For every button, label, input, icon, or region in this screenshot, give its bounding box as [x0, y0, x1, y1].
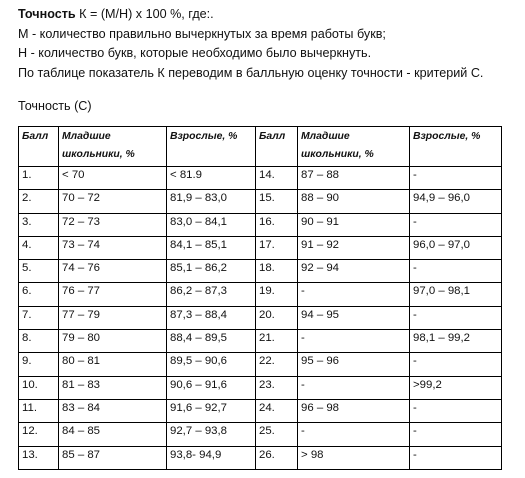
score-cell: 5.	[19, 260, 59, 283]
table-row	[19, 283, 502, 306]
table-row	[19, 260, 502, 283]
formula-term: Точность	[18, 7, 76, 21]
table-header-row	[19, 127, 502, 167]
adults-cell: 90,6 – 91,6	[167, 376, 256, 399]
children-cell: -	[298, 330, 410, 353]
children-cell: < 70	[59, 167, 167, 190]
children-cell: -	[298, 283, 410, 306]
children-cell: 73 – 74	[59, 236, 167, 259]
children-cell: 79 – 80	[59, 330, 167, 353]
adults-cell: 88,4 – 89,5	[167, 330, 256, 353]
score-cell: 19.	[256, 283, 298, 306]
adults-cell: >99,2	[410, 376, 502, 399]
children-cell: > 98	[298, 446, 410, 469]
children-cell: 72 – 73	[59, 213, 167, 236]
children-cell: 84 – 85	[59, 423, 167, 446]
children-cell: 74 – 76	[59, 260, 167, 283]
score-cell: 12.	[19, 423, 59, 446]
adults-cell: 87,3 – 88,4	[167, 306, 256, 329]
table-caption: Точность (С)	[18, 99, 92, 113]
table-row	[19, 190, 502, 213]
score-cell: 9.	[19, 353, 59, 376]
header-children: Младшие школьники, %	[298, 127, 410, 167]
children-cell: 85 – 87	[59, 446, 167, 469]
adults-cell: 98,1 – 99,2	[410, 330, 502, 353]
score-cell: 10.	[19, 376, 59, 399]
children-cell: 77 – 79	[59, 306, 167, 329]
score-cell: 21.	[256, 330, 298, 353]
accuracy-table	[18, 126, 502, 470]
score-cell: 22.	[256, 353, 298, 376]
score-cell: 13.	[19, 446, 59, 469]
table-row	[19, 330, 502, 353]
adults-cell: < 81.9	[167, 167, 256, 190]
children-cell: -	[298, 376, 410, 399]
score-cell: 8.	[19, 330, 59, 353]
children-cell: -	[298, 423, 410, 446]
adults-cell: -	[410, 260, 502, 283]
table-row	[19, 446, 502, 469]
score-cell: 2.	[19, 190, 59, 213]
definition-m: М - количество правильно вычеркнутых за время работы букв;	[18, 26, 386, 41]
adults-cell: -	[410, 423, 502, 446]
adults-cell: -	[410, 446, 502, 469]
score-cell: 7.	[19, 306, 59, 329]
adults-cell: 93,8- 94,9	[167, 446, 256, 469]
score-cell: 11.	[19, 399, 59, 422]
score-cell: 4.	[19, 236, 59, 259]
score-cell: 17.	[256, 236, 298, 259]
table-row	[19, 423, 502, 446]
table-row	[19, 306, 502, 329]
score-cell: 16.	[256, 213, 298, 236]
score-cell: 24.	[256, 399, 298, 422]
score-cell: 26.	[256, 446, 298, 469]
adults-cell: 84,1 – 85,1	[167, 236, 256, 259]
children-cell: 92 – 94	[298, 260, 410, 283]
table-row	[19, 167, 502, 190]
adults-cell: 92,7 – 93,8	[167, 423, 256, 446]
adults-cell: 83,0 – 84,1	[167, 213, 256, 236]
adults-cell: 96,0 – 97,0	[410, 236, 502, 259]
definition-n: Н - количество букв, которые необходимо было вычеркнуть.	[18, 46, 372, 61]
children-cell: 76 – 77	[59, 283, 167, 306]
adults-cell: -	[410, 353, 502, 376]
score-cell: 3.	[19, 213, 59, 236]
children-cell: 70 – 72	[59, 190, 167, 213]
score-cell: 1.	[19, 167, 59, 190]
score-cell: 15.	[256, 190, 298, 213]
adults-cell: 86,2 – 87,3	[167, 283, 256, 306]
formula-line	[18, 5, 518, 25]
children-cell: 83 – 84	[59, 399, 167, 422]
table-body	[19, 167, 502, 470]
children-cell: 94 – 95	[298, 306, 410, 329]
header-children: Младшие школьники, %	[59, 127, 167, 167]
intro-text	[18, 5, 518, 83]
children-cell: 88 – 90	[298, 190, 410, 213]
score-cell: 18.	[256, 260, 298, 283]
score-cell: 23.	[256, 376, 298, 399]
header-adults: Взрослые, %	[167, 127, 256, 167]
conversion-note: По таблице показатель К переводим в балльную оценку точности - критерий С.	[18, 65, 484, 80]
adults-cell: -	[410, 167, 502, 190]
adults-cell: 91,6 – 92,7	[167, 399, 256, 422]
children-cell: 80 – 81	[59, 353, 167, 376]
adults-cell: 94,9 – 96,0	[410, 190, 502, 213]
table-row	[19, 213, 502, 236]
header-score: Балл	[256, 127, 298, 167]
children-cell: 96 – 98	[298, 399, 410, 422]
score-cell: 20.	[256, 306, 298, 329]
children-cell: 87 – 88	[298, 167, 410, 190]
table-row	[19, 399, 502, 422]
adults-cell: -	[410, 213, 502, 236]
score-cell: 25.	[256, 423, 298, 446]
score-cell: 14.	[256, 167, 298, 190]
children-cell: 95 – 96	[298, 353, 410, 376]
adults-cell: 89,5 – 90,6	[167, 353, 256, 376]
table-row	[19, 376, 502, 399]
children-cell: 91 – 92	[298, 236, 410, 259]
children-cell: 81 – 83	[59, 376, 167, 399]
adults-cell: -	[410, 306, 502, 329]
score-cell: 6.	[19, 283, 59, 306]
adults-cell: 97,0 – 98,1	[410, 283, 502, 306]
formula-text: К = (М/Н) х 100 %, где:.	[75, 7, 214, 21]
header-score: Балл	[19, 127, 59, 167]
adults-cell: 85,1 – 86,2	[167, 260, 256, 283]
header-adults: Взрослые, %	[410, 127, 502, 167]
children-cell: 90 – 91	[298, 213, 410, 236]
table-row	[19, 353, 502, 376]
adults-cell: -	[410, 399, 502, 422]
adults-cell: 81,9 – 83,0	[167, 190, 256, 213]
table-row	[19, 236, 502, 259]
